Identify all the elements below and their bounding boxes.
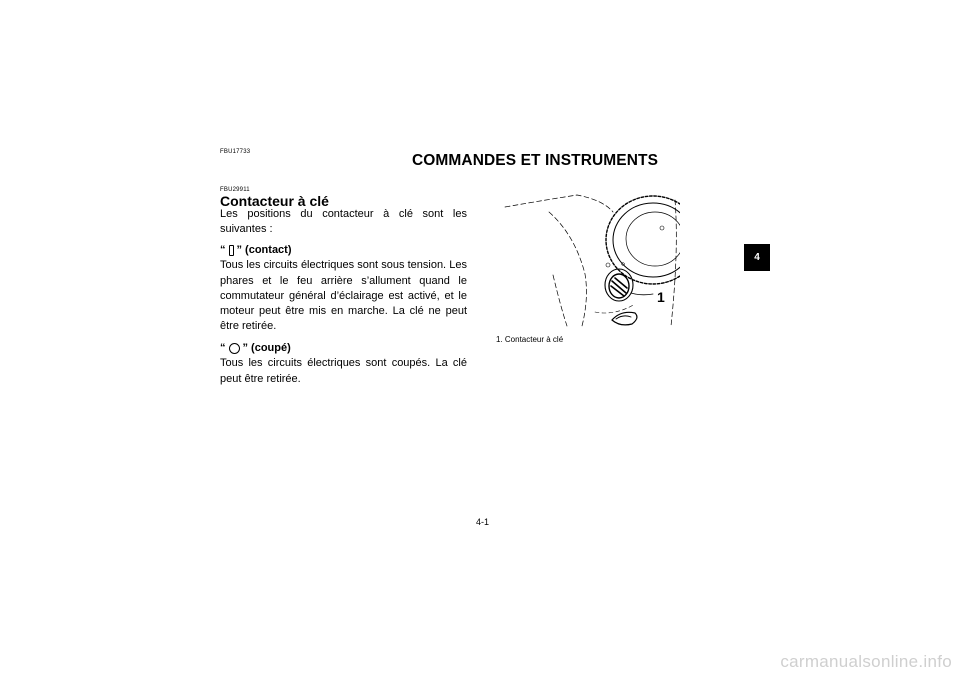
- document-code-top: FBU17733: [220, 149, 251, 155]
- position-on-block: [220, 243, 467, 335]
- watermark: carmanualsonline.info: [780, 652, 952, 671]
- key-switch-illustration: [495, 190, 680, 328]
- position-on-description: Tous les circuits électriques sont sous tension. Les phares et le feu arrière s’allument quand le commutateur général d’éclairage est activé, et le moteur peut être mis en marche. La clé ne peut être retirée.: [220, 259, 467, 333]
- off-circle-icon: [229, 343, 240, 354]
- figure-caption: 1. Contacteur à clé: [496, 335, 564, 344]
- page-number: 4-1: [476, 517, 490, 527]
- position-off-label: “ ” (coupé): [220, 342, 291, 354]
- position-on-label: “ ” (contact): [220, 244, 292, 256]
- key-on-icon: [229, 245, 234, 256]
- position-off-description: Tous les circuits électriques sont coupés. La clé peut être retirée.: [220, 357, 467, 385]
- section-heading: Contacteur à clé: [220, 193, 329, 209]
- figure-callout-number: 1: [657, 289, 665, 305]
- section-code: FBU29911: [220, 187, 250, 193]
- intro-paragraph: Les positions du contacteur à clé sont les suivantes :: [220, 208, 467, 236]
- page-title: COMMANDES ET INSTRUMENTS: [411, 152, 659, 169]
- chapter-tab: 4: [744, 244, 770, 271]
- position-off-block: [220, 341, 467, 387]
